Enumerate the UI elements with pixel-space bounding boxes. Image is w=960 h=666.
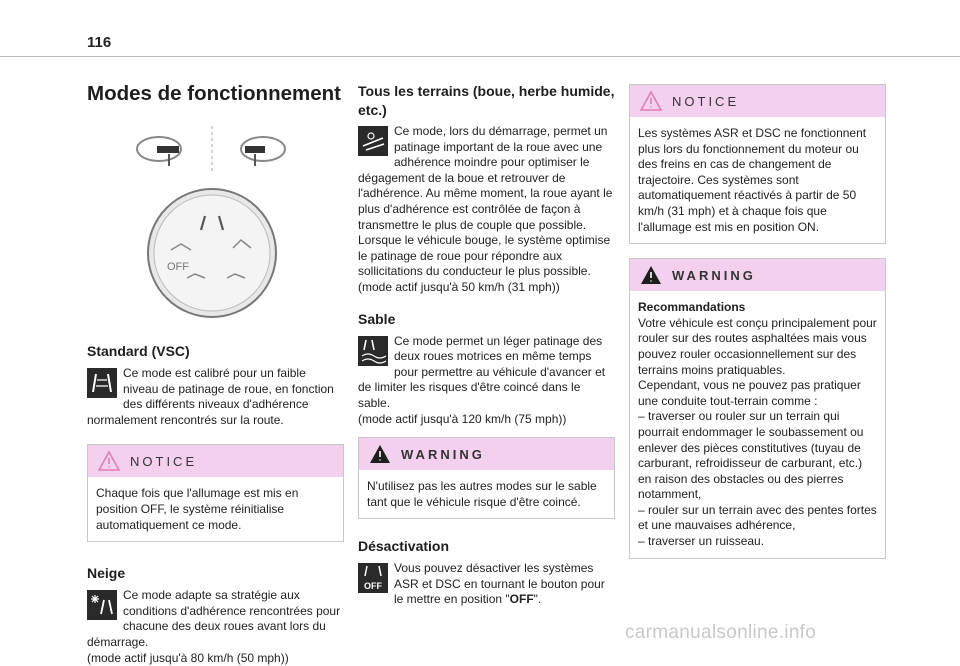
- notice-box-left: [87, 444, 344, 542]
- notice-box-right: [629, 84, 886, 244]
- notice-text: Les systèmes ASR et DSC ne fonctionnent plus lors du fonctionnement du moteur ou des freins en cas de changement de trajectoire. Ces systèmes sont automatiquement réactivés à partir de 50 km/h (31 mph) et à chaque fois que l'allumage est mis en position ON.: [638, 126, 867, 234]
- snow-mode-icon: [87, 590, 117, 620]
- warning-text1: Votre véhicule est conçu principalement pour rouler sur des routes asphaltées mais vous pouvez rouler occasionnellement sur des terrains moins pratiquables.: [638, 315, 877, 377]
- terrains-text: Ce mode, lors du démarrage, permet un patinage important de la roue avec une adhérence moindre pour optimiser le dégagement de la boue et retrouver de l'adhérence. Au même moment, la roue ayant le plus d'adhérence est contrôlée de façon à transmettre le plus de couple que possible.: [358, 124, 613, 232]
- warning-item1: – traverser ou rouler sur un terrain qui pourrait endommager le soubassement ou enlever des pièces constitutives (tuyau de carburant, refroidisseur de carburant, etc.) en raison des obstacles ou des pierres notamment,: [638, 409, 864, 502]
- standard-text: Ce mode est calibré pour un faible niveau de patinage de roue, en fonction des différents niveaux d'adhérence normalement rencontrés sur la route.: [87, 366, 334, 427]
- notice-triangle-icon: [640, 91, 662, 111]
- warning-title: WARNING: [401, 446, 485, 462]
- warning-text2: Cependant, vous ne pouvez pas pratiquer une conduite tout-terrain comme :: [638, 378, 861, 408]
- sand-mode-icon: [358, 336, 388, 366]
- desactivation-text-post: ".: [533, 592, 542, 607]
- notice-title: NOTICE: [130, 453, 198, 469]
- desactivation-text: [358, 561, 615, 608]
- column-left: [87, 82, 344, 666]
- site-watermark: carmanualsonline.info: [625, 622, 817, 643]
- warning-box-middle: [358, 437, 615, 519]
- notice-title: NOTICE: [672, 93, 740, 109]
- terrains-text2: Lorsque le véhicule bouge, le système optimise le patinage de roue pour répondre aux sollicitations du conducteur le plus possible.: [358, 233, 611, 279]
- page-number: 116: [87, 34, 112, 51]
- off-icon-label: OFF: [364, 581, 382, 592]
- desactivation-text-pre: Vous pouvez désactiver les systèmes ASR et DSC en tournant le bouton pour le mettre en position ": [394, 561, 605, 607]
- neige-heading: Neige: [87, 565, 126, 582]
- terrains-heading: Tous les terrains (boue, herbe humide, etc.): [358, 83, 615, 118]
- warning-triangle-icon: [640, 265, 662, 285]
- top-divider: [0, 56, 960, 57]
- standard-mode-icon: [87, 368, 117, 398]
- sable-text: Ce mode permet un léger patinage des deux roues motrices en même temps pour permettre au véhicule d'avancer et de limiter les risques d'être coincé dans le sable.: [358, 333, 606, 410]
- desactivation-off: OFF: [509, 592, 534, 607]
- column-middle: [358, 82, 615, 608]
- mode-selector-dial: [87, 178, 344, 328]
- warning-subheading: Recommandations: [638, 300, 746, 315]
- notice-triangle-icon: [98, 451, 120, 471]
- desactivation-heading: Désactivation: [358, 538, 450, 555]
- steering-wheel-illustration: [87, 124, 344, 174]
- notice-text: Chaque fois que l'allumage est mis en position OFF, le système réinitialise automatiquement ce mode.: [96, 486, 299, 532]
- warning-item3: – traverser un ruisseau.: [638, 534, 765, 549]
- warning-title: WARNING: [672, 267, 756, 283]
- column-right: [629, 84, 886, 559]
- sable-speed: (mode actif jusqu'à 120 km/h (75 mph)): [358, 411, 567, 426]
- dial-off-label: OFF: [167, 261, 189, 273]
- sable-heading: Sable: [358, 310, 396, 327]
- standard-heading: Standard (VSC): [87, 343, 190, 359]
- neige-speed: (mode actif jusqu'à 80 km/h (50 mph)): [87, 650, 289, 665]
- page-title: Modes de fonctionnement: [87, 82, 341, 105]
- warning-text: N'utilisez pas les autres modes sur le sable tant que le véhicule risque d'être coincé.: [367, 479, 597, 509]
- warning-box-right: [629, 258, 886, 559]
- terrains-speed: (mode actif jusqu'à 50 km/h (31 mph)): [358, 279, 560, 294]
- mud-mode-icon: [358, 126, 388, 156]
- neige-text: Ce mode adapte sa stratégie aux conditions d'adhérence rencontrées pour chacune des deux roues avant lors du démarrage.: [87, 588, 341, 649]
- off-mode-icon: [358, 563, 388, 593]
- warning-item2: – rouler sur un terrain avec des pentes fortes et une mauvaises adhérence,: [638, 502, 877, 533]
- warning-triangle-icon: [369, 444, 391, 464]
